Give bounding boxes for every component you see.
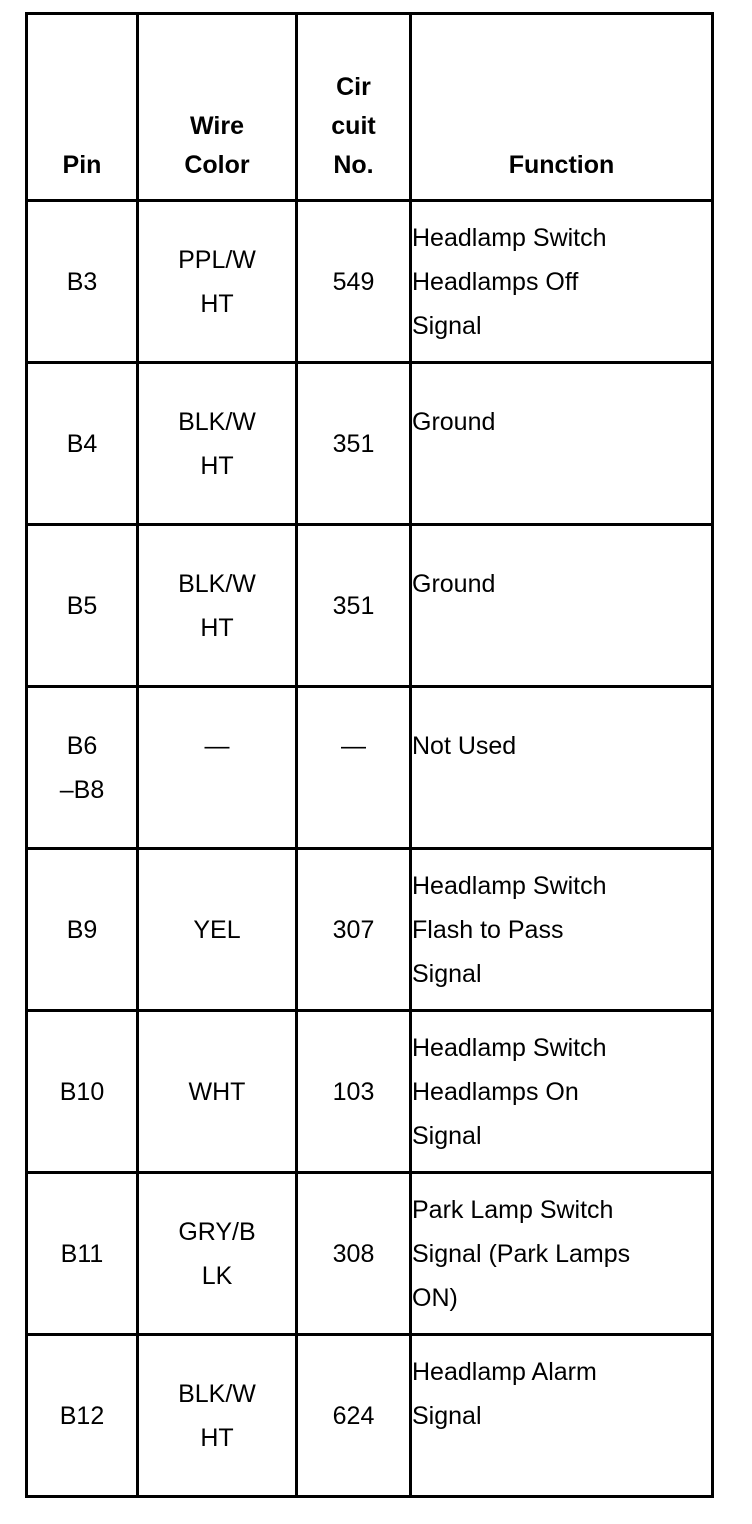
pin-cell: B5	[27, 525, 138, 687]
wire-color-cell: GRY/B LK	[138, 1173, 297, 1335]
table-row	[27, 1173, 713, 1335]
table-row	[27, 363, 713, 525]
pin-table	[25, 12, 714, 1498]
wire-color-cell: PPL/W HT	[138, 201, 297, 363]
circuit-cell: 549	[297, 201, 411, 363]
wire-color-cell: YEL	[138, 849, 297, 1011]
pin-cell: B3	[27, 201, 138, 363]
table-row	[27, 525, 713, 687]
function-cell: Headlamp Switch Headlamps On Signal	[411, 1011, 713, 1173]
header-pin: Pin	[27, 14, 138, 201]
table-row	[27, 687, 713, 849]
circuit-cell: 351	[297, 363, 411, 525]
wire-color-cell: —	[138, 687, 297, 849]
function-cell: Ground	[411, 525, 713, 687]
header-circuit-no: Cir cuit No.	[297, 14, 411, 201]
table-row	[27, 1011, 713, 1173]
circuit-cell: 307	[297, 849, 411, 1011]
wire-color-cell: BLK/W HT	[138, 363, 297, 525]
wire-color-cell: WHT	[138, 1011, 297, 1173]
wire-color-cell: BLK/W HT	[138, 525, 297, 687]
header-wire-color: Wire Color	[138, 14, 297, 201]
circuit-cell: 103	[297, 1011, 411, 1173]
circuit-cell: —	[297, 687, 411, 849]
wire-color-cell: BLK/W HT	[138, 1335, 297, 1497]
pin-cell: B9	[27, 849, 138, 1011]
table-row	[27, 1335, 713, 1497]
pin-cell: B6 –B8	[27, 687, 138, 849]
circuit-cell: 624	[297, 1335, 411, 1497]
pin-cell: B12	[27, 1335, 138, 1497]
function-cell: Headlamp Switch Headlamps Off Signal	[411, 201, 713, 363]
pin-cell: B4	[27, 363, 138, 525]
header-function: Function	[411, 14, 713, 201]
header-row	[27, 14, 713, 201]
function-cell: Ground	[411, 363, 713, 525]
function-cell: Not Used	[411, 687, 713, 849]
circuit-cell: 308	[297, 1173, 411, 1335]
table-row	[27, 201, 713, 363]
pin-cell: B10	[27, 1011, 138, 1173]
pin-cell: B11	[27, 1173, 138, 1335]
function-cell: Headlamp Alarm Signal	[411, 1335, 713, 1497]
table-row	[27, 849, 713, 1011]
function-cell: Park Lamp Switch Signal (Park Lamps ON)	[411, 1173, 713, 1335]
function-cell: Headlamp Switch Flash to Pass Signal	[411, 849, 713, 1011]
circuit-cell: 351	[297, 525, 411, 687]
